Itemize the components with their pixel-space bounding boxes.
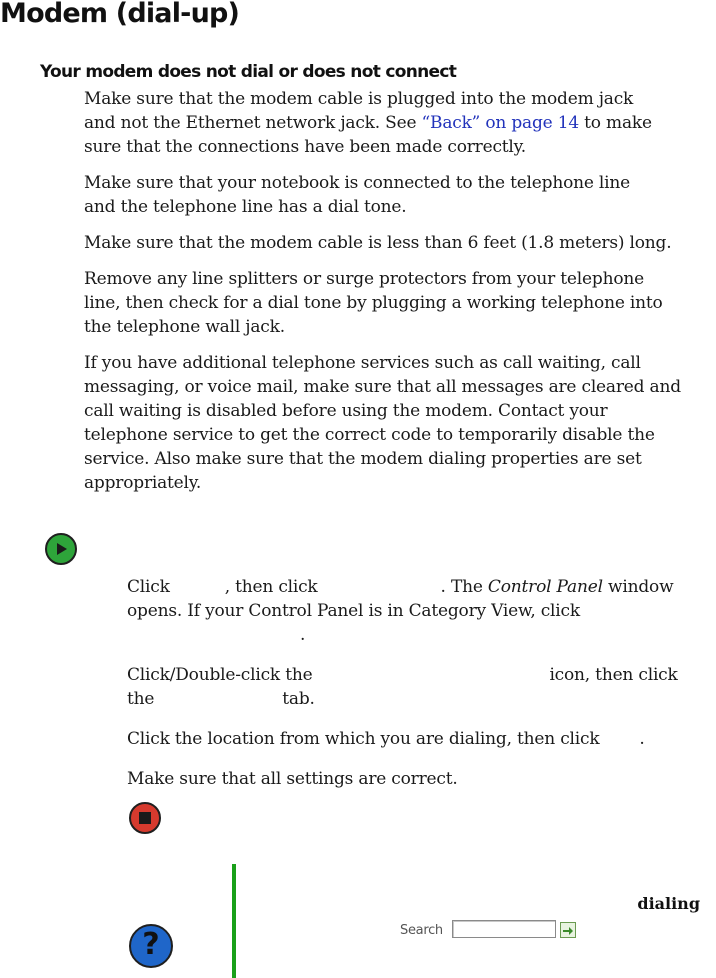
search-label: Search bbox=[400, 923, 443, 938]
step-text: window bbox=[602, 577, 674, 597]
paragraph-line: messaging, or voice mail, make sure that all messages are cleared and bbox=[84, 377, 681, 397]
paragraph-line: If you have additional telephone services such as call waiting, call bbox=[84, 353, 641, 373]
step-text: Click/Double-click the bbox=[127, 665, 313, 685]
page-title: Modem (dial-up) bbox=[0, 0, 240, 29]
paragraph-line bbox=[84, 111, 652, 135]
step-line bbox=[127, 575, 673, 599]
step-line: . bbox=[300, 625, 306, 645]
step-line bbox=[127, 687, 315, 711]
paragraph-line: line, then check for a dial tone by plugging a working telephone into bbox=[84, 293, 663, 313]
play-icon bbox=[45, 533, 77, 565]
play-triangle bbox=[53, 541, 69, 557]
paragraph-line: and the telephone line has a dial tone. bbox=[84, 197, 407, 217]
step-text: tab. bbox=[282, 689, 315, 709]
paragraph-line: appropriately. bbox=[84, 473, 202, 493]
control-panel-term: Control Panel bbox=[487, 577, 603, 597]
paragraph-line: Make sure that the modem cable is less than 6 feet (1.8 meters) long. bbox=[84, 233, 672, 253]
paragraph-text: and not the Ethernet network jack. See bbox=[84, 113, 422, 133]
step-line: opens. If your Control Panel is in Category View, click bbox=[127, 601, 580, 621]
step-text: . bbox=[639, 729, 645, 749]
paragraph-line: service. Also make sure that the modem dialing properties are set bbox=[84, 449, 642, 469]
help-divider bbox=[232, 864, 236, 978]
step-text: Click the location from which you are dialing, then click bbox=[127, 729, 600, 749]
question-mark-glyph: ? bbox=[142, 927, 160, 962]
stop-icon bbox=[129, 802, 161, 834]
paragraph-line: Remove any line splitters or surge protectors from your telephone bbox=[84, 269, 644, 289]
search-go-button[interactable] bbox=[560, 922, 576, 938]
help-question-icon bbox=[129, 924, 173, 968]
section-heading: Your modem does not dial or does not connect bbox=[40, 62, 457, 82]
step-line bbox=[127, 663, 678, 687]
step-text: Click bbox=[127, 577, 170, 597]
paragraph-text: to make bbox=[578, 113, 652, 133]
paragraph-line: Make sure that the modem cable is plugged into the modem jack bbox=[84, 89, 634, 109]
paragraph-line: sure that the connections have been made correctly. bbox=[84, 137, 526, 157]
step-text: . The bbox=[440, 577, 488, 597]
paragraph-line: the telephone wall jack. bbox=[84, 317, 285, 337]
step-line bbox=[127, 727, 645, 751]
step-line: Make sure that all settings are correct. bbox=[127, 769, 458, 789]
paragraph-line: Make sure that your notebook is connected to the telephone line bbox=[84, 173, 631, 193]
back-page-link[interactable]: “Back” on page 14 bbox=[421, 113, 579, 133]
step-text: the bbox=[127, 689, 155, 709]
stop-square bbox=[138, 811, 152, 825]
step-text: , then click bbox=[224, 577, 318, 597]
arrow-right-icon bbox=[561, 924, 575, 938]
step-text: icon, then click bbox=[549, 665, 678, 685]
paragraph-line: telephone service to get the correct code to temporarily disable the bbox=[84, 425, 655, 445]
help-keyword: dialing bbox=[637, 894, 700, 913]
search-input[interactable] bbox=[452, 920, 556, 938]
paragraph-line: call waiting is disabled before using the modem. Contact your bbox=[84, 401, 608, 421]
